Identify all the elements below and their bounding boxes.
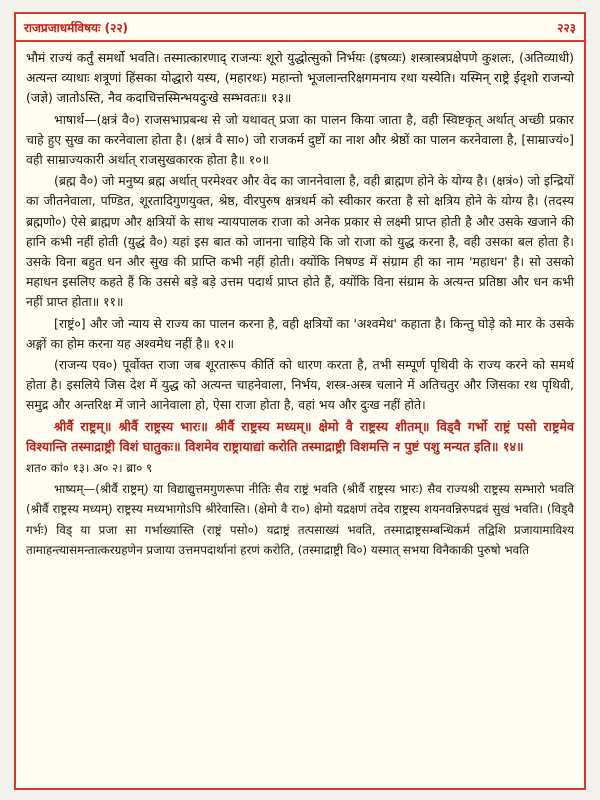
page-body (26, 48, 574, 780)
sanskrit-commentary-paragraph: भौमं राज्यं कर्तुं समर्थो भवति। तस्मात्कारणाद् राजन्यः शूरो युद्धोत्सुको निर्भयः (इषव्यः) शस्त्रास्त्रप्रक्षेपणे कुशलः, (अतिव्याधी) अत्यन्त व्याधाः शत्रूणां हिंसका योद्धारो यस्य, (महारथः) महान्तो भूजलान्तरिक्षगमनाय रथा यस्येति। यस्मिन् राष्ट्रे ईदृशो राजन्यो (जज्ञे) जातोऽस्ति, नैव कदाचित्तस्मिन्भयदुःखे सम्भवतः॥ १३॥ (26, 50, 574, 106)
page-number: २२३ (557, 21, 576, 35)
bhashya-paragraph: भाष्यम्—(श्रीर्वै राष्ट्रम्) या विद्याद्युत्तमगुणरूपा नीतिः सैव राष्ट्रं भवति (श्रीर्वै राष्ट्रस्य भारः) सैव राज्यश्री राष्ट्रस्य सम्भारो भवति (श्रीर्वै राष्ट्रस्य मध्यम्) राष्ट्रस्य मध्यभागोऽपि श्रीरेवास्ति। (क्षेमो वै रा०) क्षेमो यद्रक्षणं तदेव राष्ट्रस्य शयनवन्निरुपद्रवं सुखं भवति। (विड्वै गर्भः) विड् या प्रजा सा गर्भाख्यास्ति (राष्ट्रं पसो०) यद्राष्ट्रं तत्पसाख्यं भवति, तस्माद्राष्ट्रसम्बन्धिकर्म तद्विशि प्रजायामाविश्य तामाहन्त्यासमन्तात्करग्रहणेन प्रजाया उत्तमपदार्थानां हरणं करोति, (तस्माद्राष्ट्री वि०) यस्मात् सभया विनैकाकी पुरुषो भवति (26, 482, 574, 557)
running-title: राजप्रजाधर्मविषयः (२२) (24, 21, 129, 35)
ashvamedha-paragraph: [राष्ट्रं०] और जो न्याय से राज्य का पालन करना है, वही क्षत्रियों का 'अश्वमेध' कहाता है। किन्तु घोड़े को मार के उसके अङ्गों का होम करना यह अश्वमेध नहीं है॥ १२॥ (26, 315, 574, 351)
rajanya-paragraph: (राजन्य एव०) पूर्वोक्त राजा जब शूरतारूप कीर्ति को धारण करता है, तभी सम्पूर्ण पृथिवी के राज्य करने को समर्थ होता है। इसलिये जिस देश में युद्ध को अत्यन्त चाहनेवाला, निर्भय, शस्त्र-अस्त्र चलाने में अतिचतुर और जिसका रथ पृथिवी, समुद्र और अन्तरिक्ष में जाने आनेवाला हो, ऐसा राजा होता है, वहां भय और दुःख नहीं होते। (26, 357, 574, 413)
brahma-kshatra-paragraph: (ब्रह्म वै०) जो मनुष्य ब्रह्म अर्थात् परमेश्वर और वेद का जाननेवाला है, वही ब्राह्मण होने के योग्य है। (क्षत्रं०) जो इन्द्रियों का जीतनेवाला, पण्डित, शूरतादिगुणयुक्त, श्रेष्ठ, वीरपुरुष क्षत्रधर्म को स्वीकार करता है सो क्षत्रिय होने के योग्य है। (तदस्य ब्रह्मणो०) ऐसे ब्राह्मण और क्षत्रियों के साथ न्यायपालक राजा को अनेक प्रकार से लक्ष्मी प्राप्त होती है और उसके खजाने की हानि कभी नहीं होती (युद्धं वै०) यहां इस बात को जानना चाहिये कि जो राजा को युद्ध करना है, वही उसका बल होता है। उसके विना बहुत धन और सुख की प्राप्ति कभी नहीं होती। क्योंकि निषण्ड में संग्राम ही का नाम 'महाधन' है। सो उसको महाधन इसलिए कहते हैं कि उससे बड़े बड़े उत्तम पदार्थ प्राप्त होते हैं, क्योंकि विना संग्राम के अत्यन्त प्रतिष्ठा और धन कभी नहीं प्राप्त होता॥ ११॥ (26, 173, 574, 310)
page-header (16, 14, 584, 42)
verse-reference: शत० कां० १३। अ० २। ब्रा० ९ (26, 461, 153, 476)
bhasharth-paragraph: भाषार्थ—(क्षत्रं वै०) राजसभाप्रबन्ध से जो यथावत् प्रजा का पालन किया जाता है, वही स्विष्टकृत् अर्थात् अच्छी प्रकार चाहे हुए सुख का करनेवाला होता है। (क्षत्रं वै सा०) जो राजकर्म दुष्टों का नाश और श्रेष्ठों का पालन करनेवाला है, [साम्राज्यं०] वही साम्राज्यकारी अर्थात् राजसुखकारक होता है॥ १०॥ (26, 111, 574, 168)
verse-text: श्रीर्वै राष्ट्रम्॥ श्रीर्वै राष्ट्रस्य भारः॥ श्रीर्वै राष्ट्रस्य मध्यम्॥ क्षेमो वै राष्ट्रस्य शीतम्॥ विड्वै गर्भो राष्ट्रं पसो राष्ट्रमेव विश्यान्ति तस्माद्राष्ट्री विशं घातुकः॥ विशमेव राष्ट्रायाद्यां करोति तस्माद्राष्ट्री विशमत्ति न पुष्टं पशु मन्यत इति॥ १४॥ (26, 418, 574, 454)
book-page (14, 12, 586, 790)
